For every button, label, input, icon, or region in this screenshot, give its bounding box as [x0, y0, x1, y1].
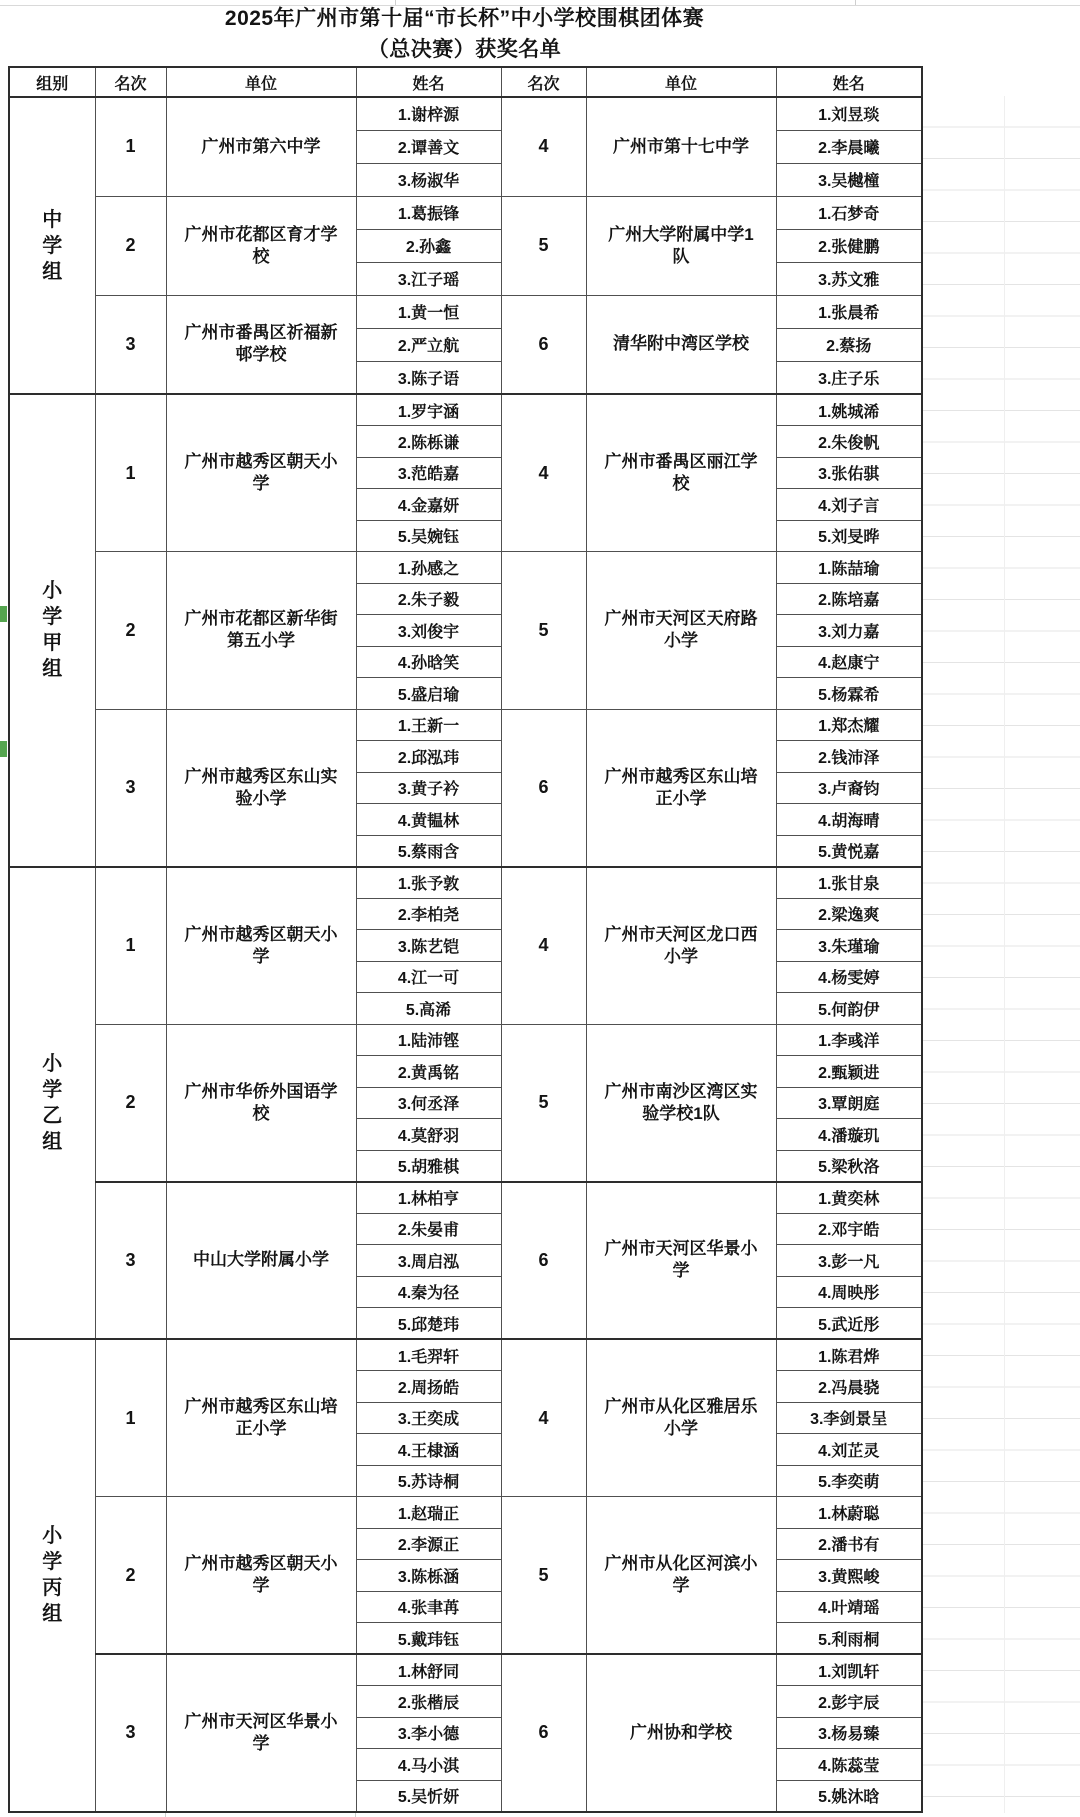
table-row	[9, 1339, 922, 1371]
unit-cell: 广州市越秀区东山实验小学	[166, 709, 356, 867]
unit-cell: 广州市越秀区朝天小学	[166, 394, 356, 552]
unit-cell: 广州市越秀区东山培正小学	[586, 709, 776, 867]
name-cell: 3.刘俊宇	[356, 615, 501, 647]
table-row	[9, 394, 922, 426]
rank-cell: 3	[95, 295, 166, 394]
unit-cell: 广州市番禺区丽江学校	[586, 394, 776, 552]
group-label-char: 学	[42, 606, 63, 629]
rank-cell: 1	[95, 867, 166, 1025]
group-label-char: 学	[42, 234, 63, 257]
name-cell: 4.秦为径	[356, 1276, 501, 1308]
table-row	[9, 1497, 922, 1529]
table-row	[9, 1654, 922, 1686]
name-cell: 1.毛羿轩	[356, 1339, 501, 1371]
name-cell: 4.金嘉妍	[356, 489, 501, 521]
name-cell: 4.周映彤	[776, 1276, 922, 1308]
rank-cell: 6	[501, 1654, 586, 1812]
name-cell: 3.李剑景呈	[776, 1402, 922, 1434]
name-cell: 2.黄禹铭	[356, 1056, 501, 1088]
name-cell: 1.陈君烨	[776, 1339, 922, 1371]
group-label-char: 小	[42, 580, 63, 603]
table-row	[9, 1024, 922, 1056]
name-cell: 1.葛振锋	[356, 196, 501, 229]
column-header-6: 姓名	[776, 67, 922, 97]
name-cell: 2.邓宇皓	[776, 1213, 922, 1245]
rank-cell: 4	[501, 867, 586, 1025]
name-cell: 1.黄奕林	[776, 1182, 922, 1214]
title-line2: （总决赛）获奖名单	[367, 38, 562, 61]
rank-cell: 6	[501, 295, 586, 394]
name-cell: 1.黄一恒	[356, 295, 501, 328]
table-row	[9, 295, 922, 328]
unit-cell: 广州市天河区华景小学	[166, 1654, 356, 1812]
rank-cell: 2	[95, 196, 166, 295]
name-cell: 2.朱晏甫	[356, 1213, 501, 1245]
name-cell: 5.吴婉钰	[356, 520, 501, 552]
spreadsheet-right-column-gridline	[1004, 96, 1005, 1813]
name-cell: 5.胡雅棋	[356, 1150, 501, 1182]
name-cell: 2.潘书有	[776, 1528, 922, 1560]
name-cell: 3.杨淑华	[356, 163, 501, 196]
rank-cell: 1	[95, 394, 166, 552]
rank-cell: 4	[501, 1339, 586, 1497]
column-header-5: 单位	[586, 67, 776, 97]
name-cell: 2.李源正	[356, 1528, 501, 1560]
rank-cell: 2	[95, 1497, 166, 1655]
name-cell: 1.林舒同	[356, 1654, 501, 1686]
name-cell: 1.林蔚聪	[776, 1497, 922, 1529]
table-row	[9, 196, 922, 229]
column-header-4: 名次	[501, 67, 586, 97]
name-cell: 5.何韵伊	[776, 993, 922, 1025]
name-cell: 4.潘璇玑	[776, 1119, 922, 1151]
name-cell: 5.盛启瑜	[356, 678, 501, 710]
name-cell: 3.江子瑶	[356, 262, 501, 295]
name-cell: 3.张佑骐	[776, 457, 922, 489]
title-line1: 2025年广州市第十届“市长杯”中小学校围棋团体赛	[224, 7, 705, 30]
name-cell: 4.杨雯婷	[776, 961, 922, 993]
name-cell: 5.梁秋洛	[776, 1150, 922, 1182]
group-label-char: 小	[42, 1525, 63, 1548]
name-cell: 4.莫舒羽	[356, 1119, 501, 1151]
rank-cell: 3	[95, 1654, 166, 1812]
group-label-char: 学	[42, 1078, 63, 1101]
name-cell: 2.李晨曦	[776, 130, 922, 163]
group-label	[9, 867, 95, 1340]
name-cell: 1.刘凯轩	[776, 1654, 922, 1686]
group-label	[9, 1339, 95, 1812]
name-cell: 5.杨霖希	[776, 678, 922, 710]
unit-cell: 广州市从化区雅居乐小学	[586, 1339, 776, 1497]
name-cell: 1.郑杰耀	[776, 709, 922, 741]
name-cell: 3.范皓嘉	[356, 457, 501, 489]
name-cell: 2.朱子毅	[356, 583, 501, 615]
name-cell: 3.杨易臻	[776, 1717, 922, 1749]
name-cell: 3.庄子乐	[776, 361, 922, 394]
name-cell: 1.孙感之	[356, 552, 501, 584]
name-cell: 2.张健鹏	[776, 229, 922, 262]
name-cell: 4.黄韫林	[356, 804, 501, 836]
rank-cell: 5	[501, 1497, 586, 1655]
rank-cell: 1	[95, 1339, 166, 1497]
name-cell: 2.彭宇辰	[776, 1686, 922, 1718]
name-cell: 3.李小德	[356, 1717, 501, 1749]
name-cell: 2.甄颖进	[776, 1056, 922, 1088]
bottom-partial-column-gridline	[165, 1812, 166, 1817]
name-cell: 1.刘昱琰	[776, 97, 922, 130]
name-cell: 5.姚沐晗	[776, 1780, 922, 1812]
unit-cell: 广州市第十七中学	[586, 97, 776, 196]
rank-cell: 2	[95, 1024, 166, 1182]
name-cell: 5.黄悦嘉	[776, 835, 922, 867]
name-cell: 3.朱瑾瑜	[776, 930, 922, 962]
name-cell: 2.冯晨骁	[776, 1371, 922, 1403]
page-title	[8, 3, 921, 65]
rank-cell: 5	[501, 1024, 586, 1182]
group-label-char: 甲	[42, 632, 63, 655]
table-row	[9, 97, 922, 130]
group-label-char: 组	[42, 658, 63, 681]
name-cell: 3.陈子语	[356, 361, 501, 394]
name-cell: 4.张聿苒	[356, 1591, 501, 1623]
column-header-0: 组别	[9, 67, 95, 97]
name-cell: 1.李彧洋	[776, 1024, 922, 1056]
column-header-2: 单位	[166, 67, 356, 97]
name-cell: 5.李奕萌	[776, 1465, 922, 1497]
name-cell: 4.马小淇	[356, 1749, 501, 1781]
rank-cell: 4	[501, 394, 586, 552]
group-label	[9, 97, 95, 394]
name-cell: 4.赵康宁	[776, 646, 922, 678]
name-cell: 2.周扬皓	[356, 1371, 501, 1403]
unit-cell: 广州市华侨外国语学校	[166, 1024, 356, 1182]
name-cell: 3.黄熙峻	[776, 1560, 922, 1592]
unit-cell: 广州大学附属中学1队	[586, 196, 776, 295]
name-cell: 2.陈栎谦	[356, 426, 501, 458]
name-cell: 1.张甘泉	[776, 867, 922, 899]
unit-cell: 广州市花都区新华街第五小学	[166, 552, 356, 710]
name-cell: 1.谢梓源	[356, 97, 501, 130]
name-cell: 2.李柏尧	[356, 898, 501, 930]
name-cell: 1.陈喆瑜	[776, 552, 922, 584]
unit-cell: 广州市南沙区湾区实验学校1队	[586, 1024, 776, 1182]
group-label-char: 中	[42, 208, 63, 231]
rank-cell: 6	[501, 709, 586, 867]
unit-cell: 广州市天河区华景小学	[586, 1182, 776, 1340]
name-cell: 2.严立航	[356, 328, 501, 361]
name-cell: 4.陈蕊莹	[776, 1749, 922, 1781]
name-cell: 5.武近彤	[776, 1308, 922, 1340]
table-header-row	[9, 67, 922, 97]
name-cell: 1.林柏亨	[356, 1182, 501, 1214]
name-cell: 4.胡海晴	[776, 804, 922, 836]
name-cell: 2.钱沛泽	[776, 741, 922, 773]
spreadsheet-right-margin	[923, 96, 1080, 1813]
column-header-3: 姓名	[356, 67, 501, 97]
name-cell: 2.邱泓玮	[356, 741, 501, 773]
unit-cell: 广州市天河区龙口西小学	[586, 867, 776, 1025]
name-cell: 1.赵瑞正	[356, 1497, 501, 1529]
awards-table	[8, 66, 923, 1813]
name-cell: 5.苏诗桐	[356, 1465, 501, 1497]
name-cell: 1.陆沛铿	[356, 1024, 501, 1056]
group-label-char: 学	[42, 1551, 63, 1574]
name-cell: 1.张予敦	[356, 867, 501, 899]
unit-cell: 广州市越秀区朝天小学	[166, 867, 356, 1025]
green-cell-sliver	[0, 606, 7, 622]
name-cell: 3.黄子衿	[356, 772, 501, 804]
name-cell: 4.孙晗笑	[356, 646, 501, 678]
group-label-char: 丙	[42, 1577, 63, 1600]
name-cell: 4.刘芷灵	[776, 1434, 922, 1466]
name-cell: 4.刘子言	[776, 489, 922, 521]
unit-cell: 广州市越秀区东山培正小学	[166, 1339, 356, 1497]
green-cell-sliver	[0, 741, 7, 757]
group-label-char: 乙	[42, 1104, 63, 1127]
rank-cell: 6	[501, 1182, 586, 1340]
name-cell: 5.邱楚玮	[356, 1308, 501, 1340]
name-cell: 5.刘旻晔	[776, 520, 922, 552]
group-label-char: 组	[42, 1603, 63, 1626]
unit-cell: 广州市从化区河滨小学	[586, 1497, 776, 1655]
name-cell: 1.王新一	[356, 709, 501, 741]
name-cell: 1.石梦奇	[776, 196, 922, 229]
rank-cell: 2	[95, 552, 166, 710]
name-cell: 2.梁逸爽	[776, 898, 922, 930]
rank-cell: 5	[501, 552, 586, 710]
unit-cell: 广州协和学校	[586, 1654, 776, 1812]
name-cell: 4.江一可	[356, 961, 501, 993]
name-cell: 3.陈栎涵	[356, 1560, 501, 1592]
name-cell: 5.利雨桐	[776, 1623, 922, 1655]
name-cell: 3.陈艺铠	[356, 930, 501, 962]
unit-cell: 广州市番禺区祈福新邨学校	[166, 295, 356, 394]
name-cell: 2.蔡扬	[776, 328, 922, 361]
name-cell: 3.苏文雅	[776, 262, 922, 295]
name-cell: 1.张晨希	[776, 295, 922, 328]
name-cell: 2.陈培嘉	[776, 583, 922, 615]
name-cell: 2.孙鑫	[356, 229, 501, 262]
name-cell: 3.吴樾橦	[776, 163, 922, 196]
name-cell: 3.覃朗庭	[776, 1087, 922, 1119]
unit-cell: 广州市花都区育才学校	[166, 196, 356, 295]
unit-cell: 广州市第六中学	[166, 97, 356, 196]
unit-cell: 广州市越秀区朝天小学	[166, 1497, 356, 1655]
unit-cell: 清华附中湾区学校	[586, 295, 776, 394]
unit-cell: 中山大学附属小学	[166, 1182, 356, 1340]
table-row	[9, 709, 922, 741]
group-label-char: 组	[42, 1130, 63, 1153]
name-cell: 2.谭善文	[356, 130, 501, 163]
table-row	[9, 867, 922, 899]
name-cell: 4.王棣涵	[356, 1434, 501, 1466]
name-cell: 3.刘力嘉	[776, 615, 922, 647]
name-cell: 3.何丞泽	[356, 1087, 501, 1119]
rank-cell: 5	[501, 196, 586, 295]
name-cell: 2.张楷辰	[356, 1686, 501, 1718]
name-cell: 5.高浠	[356, 993, 501, 1025]
rank-cell: 1	[95, 97, 166, 196]
group-label	[9, 394, 95, 867]
name-cell: 5.蔡雨含	[356, 835, 501, 867]
table-row	[9, 552, 922, 584]
name-cell: 3.周启泓	[356, 1245, 501, 1277]
unit-cell: 广州市天河区天府路小学	[586, 552, 776, 710]
group-label-char: 组	[42, 260, 63, 283]
rank-cell: 3	[95, 709, 166, 867]
group-label-char: 小	[42, 1052, 63, 1075]
bottom-partial-column-gridline	[355, 1812, 356, 1817]
rank-cell: 3	[95, 1182, 166, 1340]
name-cell: 4.叶靖瑶	[776, 1591, 922, 1623]
table-row	[9, 1182, 922, 1214]
rank-cell: 4	[501, 97, 586, 196]
name-cell: 2.朱俊帆	[776, 426, 922, 458]
name-cell: 1.罗宇涵	[356, 394, 501, 426]
name-cell: 5.戴玮钰	[356, 1623, 501, 1655]
column-header-1: 名次	[95, 67, 166, 97]
name-cell: 3.彭一凡	[776, 1245, 922, 1277]
name-cell: 3.王奕成	[356, 1402, 501, 1434]
name-cell: 5.吴忻妍	[356, 1780, 501, 1812]
name-cell: 1.姚城浠	[776, 394, 922, 426]
name-cell: 3.卢裔钧	[776, 772, 922, 804]
